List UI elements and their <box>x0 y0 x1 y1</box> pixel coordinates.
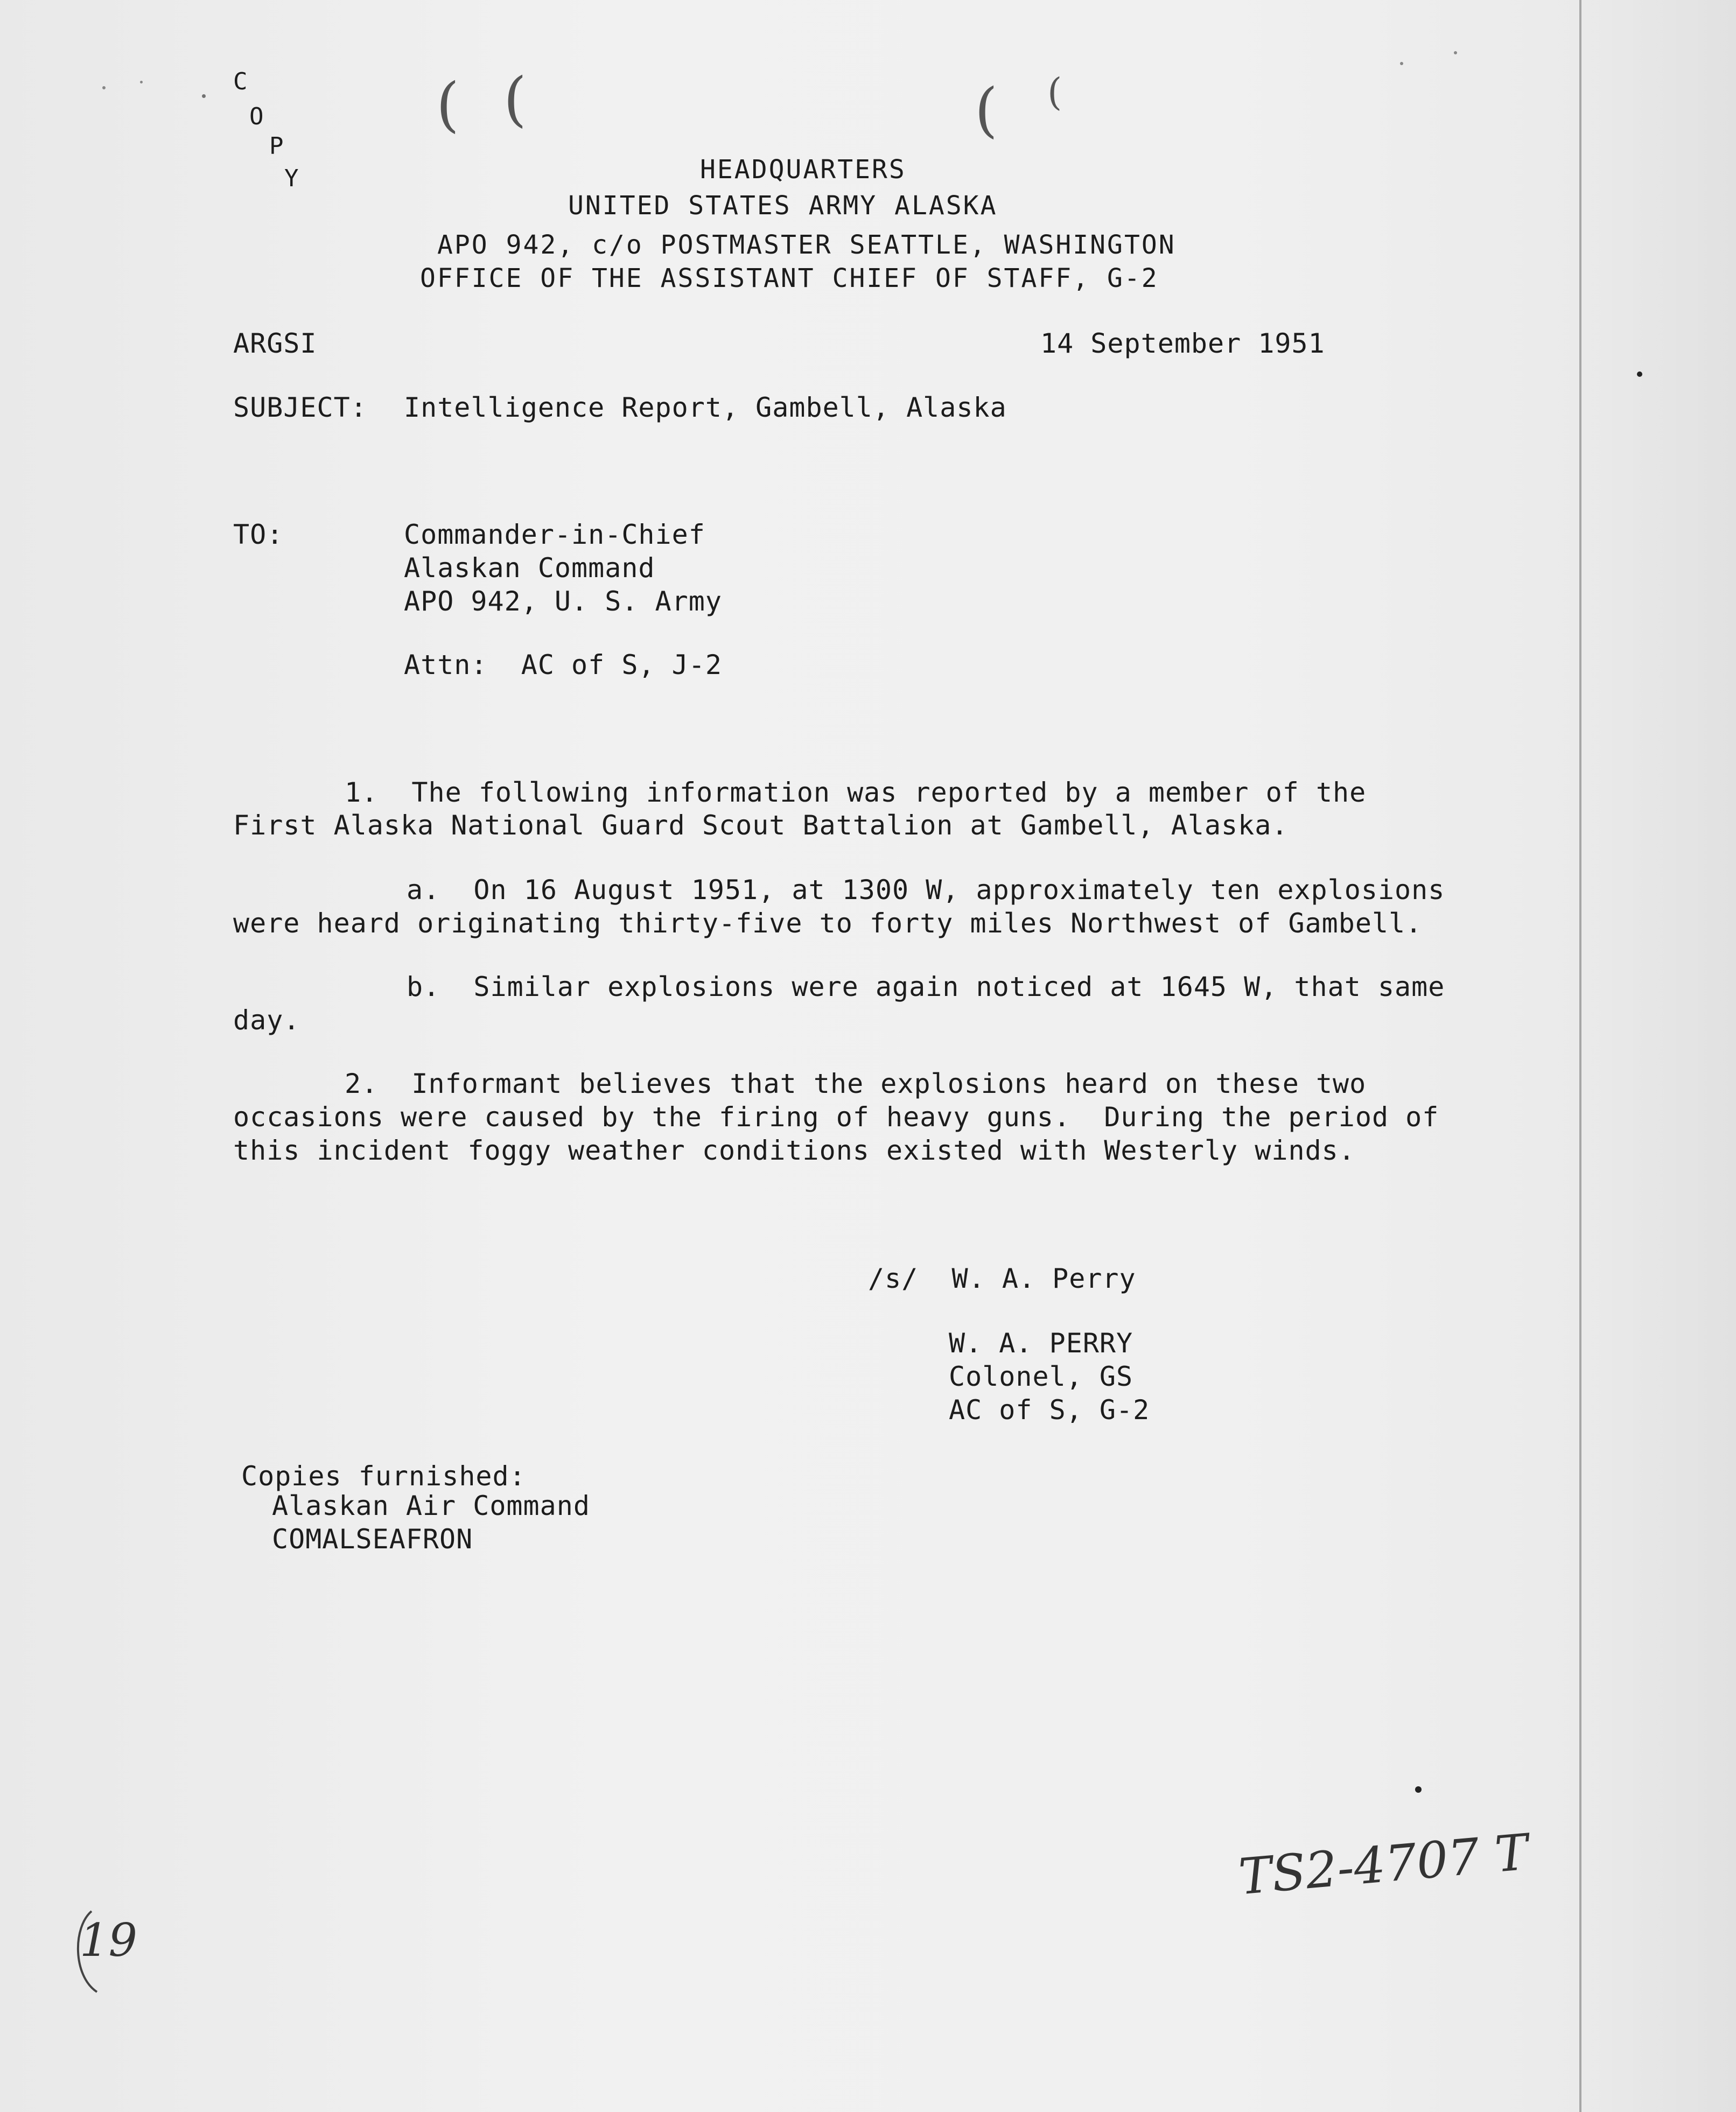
to-line: APO 942, U. S. Army <box>404 586 722 617</box>
copy-stamp-letter: P <box>269 132 284 160</box>
page-mark-circle <box>70 1906 140 1997</box>
paragraph-2-line: 2. Informant believes that the explosions heard on these two <box>345 1068 1367 1099</box>
scan-speck <box>1415 1786 1422 1793</box>
page-edge-line <box>1579 0 1581 2112</box>
paragraph-a-line: a. On 16 August 1951, at 1300 W, approximately ten explosions <box>407 874 1445 906</box>
punch-mark: ( <box>975 75 998 144</box>
copy-stamp-letter: Y <box>284 165 299 192</box>
copies-label: Copies furnished: <box>241 1461 526 1492</box>
copy-stamp-letter: C <box>233 68 248 95</box>
signature-line: /s/ W. A. Perry <box>868 1263 1136 1294</box>
header-line-3: APO 942, c/o POSTMASTER SEATTLE, WASHINGTON <box>437 230 1176 260</box>
paragraph-1-line: First Alaska National Guard Scout Battalion at Gambell, Alaska. <box>233 810 1289 841</box>
header-line-2: UNITED STATES ARMY ALASKA <box>568 191 998 221</box>
file-code: ARGSI <box>233 328 317 359</box>
to-line: Alaskan Command <box>404 552 655 584</box>
scan-speck <box>1454 51 1457 54</box>
paragraph-2-line: occasions were caused by the firing of heavy guns. During the period of <box>233 1101 1439 1133</box>
scan-speck <box>202 94 206 98</box>
punch-mark: ( <box>436 70 459 139</box>
punch-mark: ( <box>503 65 527 134</box>
to-line: Commander-in-Chief <box>404 519 705 550</box>
copies-item: COMALSEAFRON <box>272 1524 473 1555</box>
paragraph-b-line: day. <box>233 1005 300 1036</box>
copy-stamp-letter: O <box>249 103 264 130</box>
signature-title: AC of S, G-2 <box>949 1394 1150 1426</box>
signature-name: W. A. PERRY <box>949 1328 1133 1359</box>
subject-label: SUBJECT: <box>233 392 367 423</box>
page-edge-shadow <box>1580 0 1736 2112</box>
paragraph-1-line: 1. The following information was reported by a member of the <box>345 777 1367 808</box>
document-date: 14 September 1951 <box>1040 328 1325 359</box>
to-label: TO: <box>233 519 284 550</box>
scan-speck <box>1400 62 1403 65</box>
subject-text: Intelligence Report, Gambell, Alaska <box>404 392 1007 423</box>
handwritten-document-number: TS2-4707 T <box>1236 1823 1531 1906</box>
scan-speck <box>1637 371 1642 377</box>
copies-item: Alaskan Air Command <box>272 1490 590 1521</box>
paragraph-b-line: b. Similar explosions were again noticed at 1645 W, that same <box>407 971 1445 1002</box>
scan-speck <box>102 86 106 89</box>
handwritten-page-mark: 19 <box>80 1914 137 1967</box>
scan-speck <box>140 81 143 83</box>
header-line-4: OFFICE OF THE ASSISTANT CHIEF OF STAFF, G-2 <box>420 263 1159 293</box>
signature-rank: Colonel, GS <box>949 1361 1133 1392</box>
attention-line: Attn: AC of S, J-2 <box>404 649 722 680</box>
header-line-1: HEADQUARTERS <box>700 155 906 185</box>
paragraph-a-line: were heard originating thirty-five to forty miles Northwest of Gambell. <box>233 908 1423 939</box>
paragraph-2-line: this incident foggy weather conditions existed with Westerly winds. <box>233 1135 1355 1166</box>
punch-mark: ( <box>1047 70 1062 114</box>
